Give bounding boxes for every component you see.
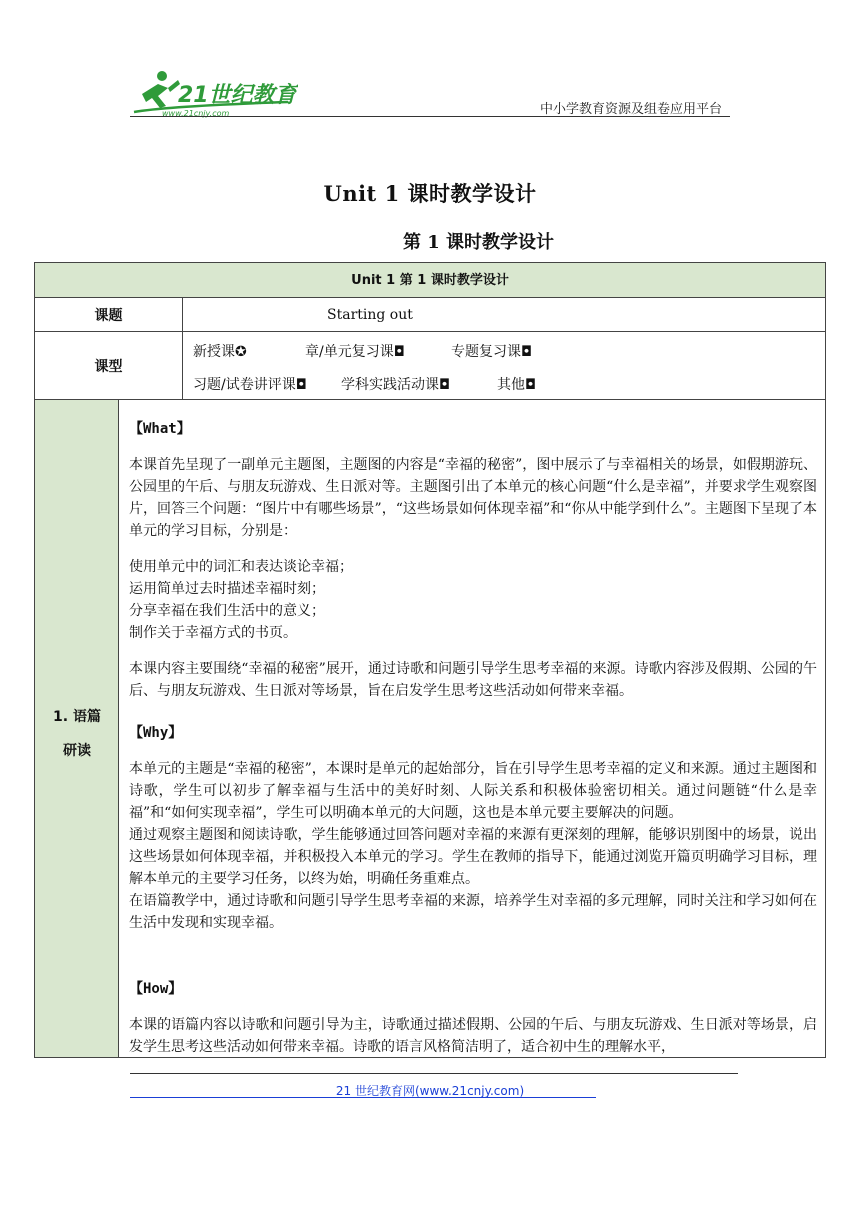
- what-paragraph-1: 本课首先呈现了一副单元主题图，主题图的内容是“幸福的秘密”，图中展示了与幸福相关的场景，如假期游玩、公园里的午后、与朋友玩游戏、生日派对等。主题图引出了本单元的核心问题“什么是幸福”，并要求学生观察图片，回答三个问题：“图片中有哪些场景”，“这些场景如何体现幸福”和“你从中能学到什么”。主题图下呈现了本单元的学习目标，分别是：: [129, 457, 817, 539]
- footer-link[interactable]: 21 世纪教育网(www.21cnjy.com): [335, 1084, 525, 1098]
- table-header: Unit 1 第 1 课时教学设计: [35, 263, 825, 298]
- logo-text: 21世纪教育: [178, 83, 297, 108]
- how-heading: 【How】: [129, 981, 183, 997]
- how-paragraph-1: 本课的语篇内容以诗歌和问题引导为主，诗歌通过描述假期、公园的午后、与朋友玩游戏、生日派对等场景，启发学生思考这些活动如何带来幸福。诗歌的语言风格简洁明了，适合初中生的理解水平，: [129, 1017, 817, 1055]
- goal-item: 制作关于幸福方式的书页。: [129, 625, 297, 641]
- lesson-type-label: 课型: [35, 332, 183, 399]
- why-paragraph-2: 通过观察主题图和阅读诗歌，学生能够通过回答问题对幸福的来源有更深刻的理解，能够识别图中的场景，说出这些场景如何体现幸福，并积极投入本单元的学习。学生在教师的指导下，能通过浏览开篇页明确学习目标，理解本单元的主要学习任务，以终为始，明确任务重难点。: [129, 827, 817, 887]
- type-option-other[interactable]: 其他◘: [497, 377, 537, 393]
- type-option-exercise[interactable]: 习题/试卷讲评课◘: [193, 377, 307, 393]
- document-title: Unit 1 课时教学设计: [323, 181, 537, 206]
- type-option-new[interactable]: 新授课✪: [193, 344, 247, 360]
- platform-name: 中小学教育资源及组卷应用平台: [539, 102, 722, 117]
- goal-item: 运用简单过去时描述幸福时刻；: [129, 581, 325, 597]
- section-label-cell: [35, 400, 119, 1057]
- goal-item: 分享幸福在我们生活中的意义；: [129, 603, 325, 619]
- lesson-type-row: [35, 332, 825, 400]
- why-heading: 【Why】: [129, 725, 183, 741]
- goal-item: 使用单元中的词汇和表达谈论幸福；: [129, 559, 353, 575]
- what-paragraph-2: 本课内容主要围绕“幸福的秘密”展开，通过诗歌和问题引导学生思考幸福的来源。诗歌内容涉及假期、公园的午后、与朋友玩游戏、生日派对等场景，旨在启发学生思考这些活动如何带来幸福。: [129, 661, 817, 699]
- topic-value: Starting out: [327, 307, 413, 323]
- section-label-line1: 1. 语篇: [53, 709, 101, 725]
- analysis-content: [119, 400, 825, 1057]
- footer-link-underline: [130, 1097, 596, 1098]
- type-option-practice[interactable]: 学科实践活动课◘: [341, 377, 451, 393]
- topic-label: 课题: [35, 298, 183, 331]
- what-heading: 【What】: [129, 421, 191, 437]
- text-analysis-row: [35, 400, 825, 1057]
- footer-rule: [130, 1073, 738, 1074]
- header-rule: [130, 116, 730, 117]
- why-paragraph-1: 本单元的主题是“幸福的秘密”，本课时是单元的起始部分，旨在引导学生思考幸福的定义和来源。通过主题图和诗歌，学生可以初步了解幸福与生活中的美好时刻、人际关系和积极体验密切相关。通过问题链“什么是幸福”和“如何实现幸福”，学生可以明确本单元的大问题，这也是本单元要主要解决的问题。: [129, 761, 817, 821]
- site-logo: [128, 66, 298, 120]
- topic-row: [35, 298, 825, 332]
- document-subtitle: 第 1 课时教学设计: [403, 232, 555, 253]
- logo-url: www.21cnjy.com: [162, 109, 230, 118]
- type-option-unit-review[interactable]: 章/单元复习课◘: [305, 344, 405, 360]
- type-option-topic-review[interactable]: 专题复习课◘: [451, 344, 533, 360]
- section-label-line2: 研读: [63, 743, 91, 759]
- lesson-design-table: [34, 262, 826, 1058]
- why-paragraph-3: 在语篇教学中，通过诗歌和问题引导学生思考幸福的来源，培养学生对幸福的多元理解，同时关注和学习如何在生活中发现和实现幸福。: [129, 893, 817, 931]
